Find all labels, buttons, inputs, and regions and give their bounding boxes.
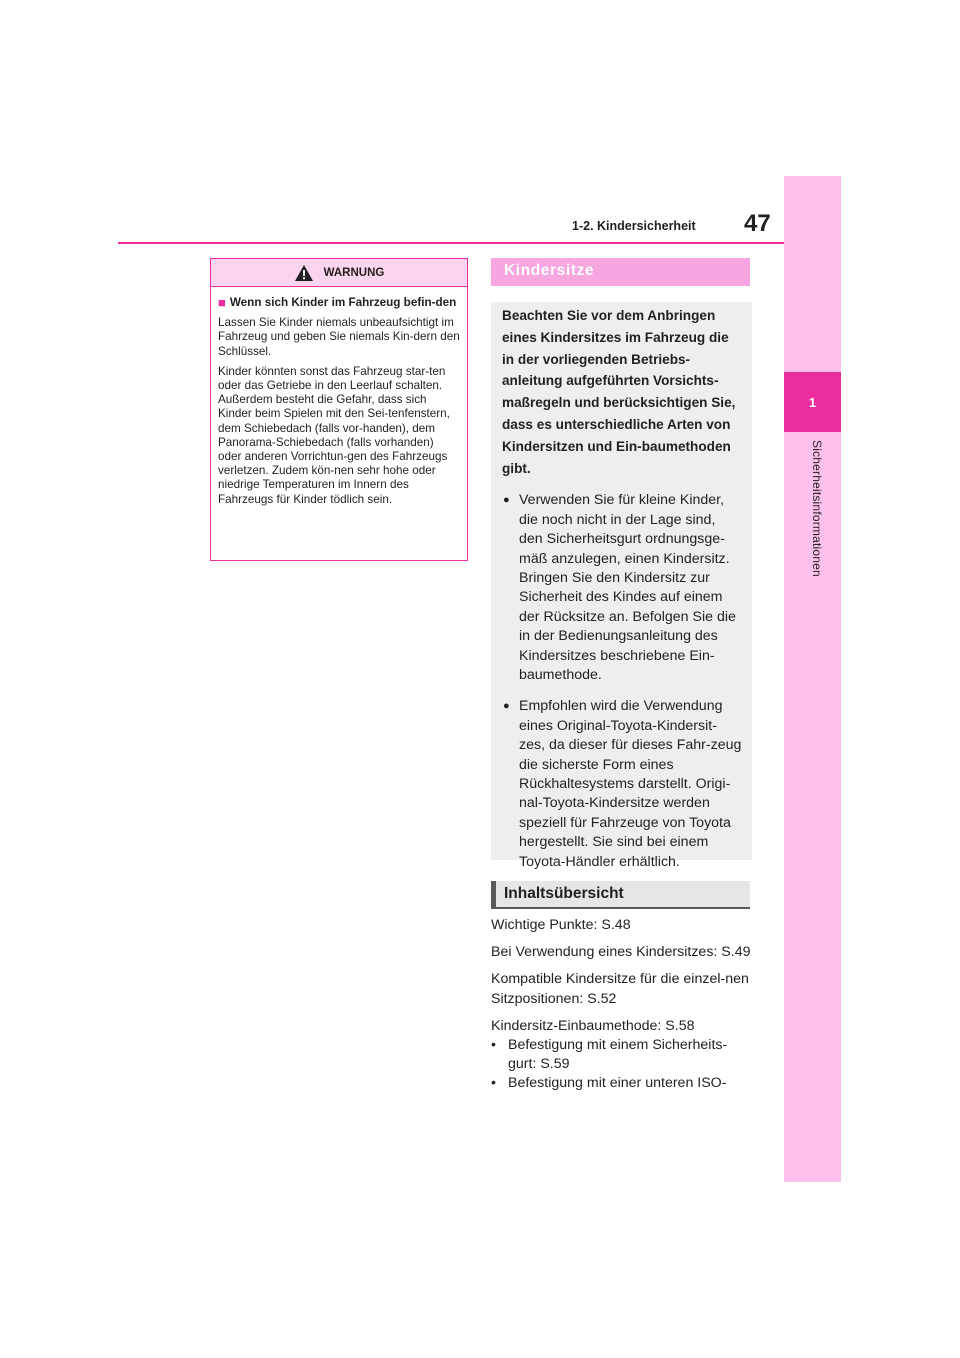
toc-item[interactable]: Kompatible Kindersitze für die einzel-nen Sitzpositionen: S.52 bbox=[491, 971, 749, 1007]
list-item bbox=[501, 697, 742, 872]
page-number: 47 bbox=[744, 210, 771, 237]
warning-subheading-text: Wenn sich Kinder im Fahrzeug befin-den bbox=[229, 296, 457, 309]
list-item bbox=[501, 491, 742, 685]
chapter-number-box: 1 bbox=[784, 372, 841, 432]
warning-title: WARNUNG bbox=[323, 266, 385, 279]
warning-paragraph: Kinder könnten sonst das Fahrzeug star-ten oder das Getriebe in den Leerlauf schalten. Außerdem besteht die Gefahr, dass sich Kinder beim Spielen mit den Sei-tenfenstern, dem Schiebedach (falls vor-handen), dem Panorama-Schiebedach (falls vorhanden) oder anderen Vorrichtun-gen des Fahrzeugs verletzen. Zudem kön-nen sehr hohe oder niedrige Temperaturen im Innern des Fahrzeugs für Kinder tödlich sein. bbox=[218, 364, 450, 506]
warning-triangle-icon bbox=[294, 264, 314, 282]
toc-subitem-text: Befestigung mit einem Sicherheits-gurt: S.59 bbox=[508, 1037, 728, 1073]
toc-item[interactable]: Bei Verwendung eines Kindersitzes: S.49 bbox=[491, 944, 751, 961]
inhalt-heading: Inhaltsübersicht bbox=[491, 881, 750, 909]
kindersitze-intro: Beachten Sie vor dem Anbringen eines Kindersitzes im Fahrzeug die in der vorliegenden Betriebs-anleitung aufgeführten Vorsichts-maßregeln und berücksichtigen Sie, dass es unterschiedliche Arten von Kindersitzen und Ein-baumethoden gibt. bbox=[502, 308, 736, 476]
bullet-dot-icon: ● bbox=[503, 494, 510, 507]
kindersitze-info-box bbox=[491, 302, 752, 870]
bullet-dot-icon: ● bbox=[503, 700, 510, 713]
toc-subitem[interactable] bbox=[491, 1036, 751, 1074]
warning-header bbox=[211, 259, 467, 287]
warning-box bbox=[210, 258, 468, 561]
warning-subheading bbox=[218, 296, 460, 310]
table-of-contents bbox=[491, 916, 751, 1094]
kindersitze-heading: Kindersitze bbox=[491, 258, 750, 286]
toc-subitem-text: Befestigung mit einer unteren ISO- bbox=[508, 1075, 727, 1092]
list-item-text: Empfohlen wird die Verwendung eines Original-Toyota-Kindersit-zes, da dieser für dieses Fahr-zeug die sicherste Form eines Rückhaltesystems darstellt. Origi-nal-Toyota-Kindersitze werden speziell für Fahrzeuge von Toyota hergestellt. Sie sind bei einem Toyota-Händler erhältlich. bbox=[519, 698, 742, 870]
toc-subitem[interactable] bbox=[491, 1074, 751, 1093]
warning-body bbox=[211, 287, 467, 507]
chapter-title: Sicherheitsinformationen bbox=[810, 440, 824, 577]
header-rule bbox=[118, 242, 784, 244]
list-item-text: Verwenden Sie für kleine Kinder, die noch nicht in der Lage sind, den Sicherheitsgurt ordnungsge-mäß anzulegen, einen Kindersitz. Bringen Sie den Kindersitz zur Sicherheit des Kindes auf einem der Rücksitze an. Befolgen Sie die in der Bedienungsanleitung des Kindersitzes beschriebene Ein-baumethode. bbox=[519, 492, 736, 684]
toc-item[interactable]: Kindersitz-Einbaumethode: S.58 bbox=[491, 1017, 695, 1034]
warning-paragraph: Lassen Sie Kinder niemals unbeaufsichtigt im Fahrzeug und geben Sie niemals Kin-dern den Schlüssel. bbox=[218, 316, 460, 358]
bullet-icon: • bbox=[491, 1037, 496, 1054]
chapter-side-tab bbox=[784, 176, 841, 1182]
toc-item[interactable]: Wichtige Punkte: S.48 bbox=[491, 917, 631, 933]
section-heading: 1-2. Kindersicherheit bbox=[572, 219, 696, 233]
bullet-icon: • bbox=[491, 1075, 496, 1092]
square-bullet-icon: ■ bbox=[218, 295, 226, 310]
